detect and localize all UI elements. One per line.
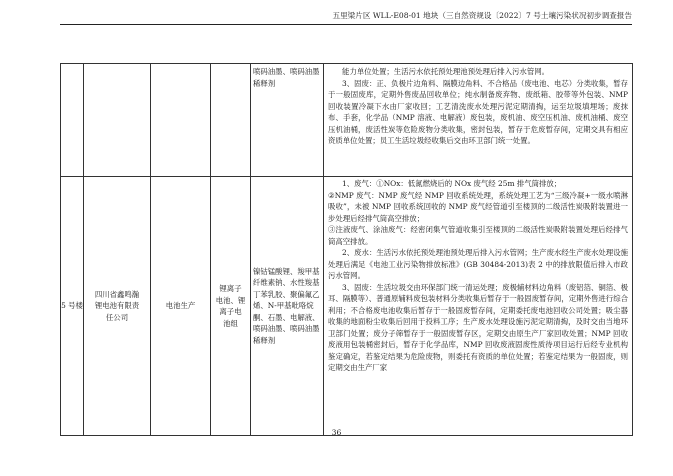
materials-line: 丁苯乳胶、聚偏氟乙 <box>253 289 320 299</box>
company-cell <box>84 177 151 436</box>
pollution-info-table <box>60 63 633 436</box>
product-line: 锂离子 <box>219 284 242 293</box>
materials-line: 镍钴锰酸锂、羧甲基 <box>253 266 320 276</box>
materials-line: 纤维素钠、水性羧基 <box>253 278 320 288</box>
company-cell <box>84 64 151 177</box>
header-text: 五里梁片区 WLL-E08-01 地块（三自然资规设〔2022〕7 号土壤污染状况初步调查报告 <box>332 11 632 20</box>
building-cell <box>61 177 84 436</box>
materials-line: 酮、石墨、电解液、 <box>253 312 320 322</box>
product-line: 电池、锂 <box>215 295 246 305</box>
business-cell <box>151 177 211 436</box>
product-line: 池组 <box>223 318 238 328</box>
page-header <box>60 10 632 25</box>
business-cell <box>151 64 211 177</box>
measure-paragraph: 2、废水：生活污水依托预处理池预处理后排入污水管网；生产废水经生产废水处理设施处理后满足《电池工业污染物排放标准》(GB 30484-2013)表 2 中的排放限值后排入市政污水管网。 <box>328 248 628 280</box>
measure-paragraph: 3、固废：生活垃圾交由环保部门统一清运处理；废极辅材料边角料（废铝箔、铜箔、极耳、隔膜等）、普通原辅料废包装材料分类收集后暂存于一般固废暂存间，定期外售进行综合利用；不合格废电池收集后暂存于一般固废暂存间，定期委托废电池回收公司处置；吸尘器收集的地面粉尘收集后回用于投料工序；生产废水处理设施污泥定期清掏，及时交由当地环卫部门处置；废分子筛暂存于一般固废暂存区，定期交由原生产厂家回收处置；NMP 回收废液用包装桶密封后，暂存于化学品库，NMP 回收废液固废性质待项目运行后经专业机构鉴定确定，若鉴定结果为危险废物，则委托有资质的单位处置；若鉴定结果为一般固废，则定期交由生产厂家 <box>328 282 628 372</box>
product-cell <box>211 64 251 177</box>
measure-paragraph: 1、废气：①NOx：低氮燃烧后的 NOx 废气经 25m 排气筒排放； <box>342 179 562 188</box>
materials-line: 稀释剂 <box>253 78 276 88</box>
page-footer <box>0 428 673 437</box>
materials-line: 烯、N-甲基吡咯烷 <box>253 301 314 311</box>
company-name-line: 四川省鑫鸣瀚 <box>94 289 140 299</box>
company-name-line: 锂电池有限责 <box>94 301 140 311</box>
measures-cell <box>324 64 633 177</box>
materials-line: 稀释剂 <box>253 335 276 345</box>
table-row <box>61 177 633 436</box>
materials-line: 喷码油墨、喷码油墨 <box>253 324 320 334</box>
company-name-line: 任公司 <box>105 312 129 322</box>
measure-paragraph: ②NMP 废气：NMP 废气经 NMP 回收系统处理，系统处理工艺为“三级冷凝+一级水喷淋吸收”，未被 NMP 回收系统回收的 NMP 废气经管道引至楼顶的二级活性炭吸附装置进一步处理后经排气筒高空排放； <box>328 190 628 223</box>
building-cell <box>61 64 84 177</box>
page-number: 36 <box>331 428 342 437</box>
materials-line: 喷码油墨、喷码油墨 <box>253 67 320 76</box>
table-row <box>61 64 633 177</box>
measures-cell <box>324 177 633 436</box>
materials-cell <box>251 64 324 177</box>
product-line: 离子电 <box>219 307 242 316</box>
product-cell <box>211 177 251 436</box>
business-type: 电池生产 <box>165 301 196 311</box>
building-number: 5 号楼 <box>61 301 83 311</box>
measure-paragraph: ③注液废气、涂油废气：经密闭集气管道收集引至楼顶的二级活性炭吸附装置处理后经排气筒高空排放。 <box>328 225 628 246</box>
materials-cell <box>251 177 324 436</box>
measure-paragraph: 能力单位处置；生活污水依托预处理池预处理后排入污水管网。 <box>342 67 549 76</box>
measure-paragraph: 3、固废：正、负极片边角料、隔膜边角料、不合格品（废电池、电芯）分类收集，暂存于一般固废库，定期外售废品回收单位；纯水制备废弃物、废纸箱、胶带等外包装、NMP 回收装置冷凝下水由厂家收回；工艺清洗废水处理污泥定期清掏，运至垃圾填埋场；废抹布、手套，化学品（NMP 溶液、电解液）废包装，废机油、废空压机油、废机油桶、废空压机油桶，废活性炭等危险废物分类收集，密封包装，暂存于危废暂存间，定期交具有相应资质单位处置；员工生活垃圾经收集后交由环卫部门统一处置。 <box>328 78 628 145</box>
